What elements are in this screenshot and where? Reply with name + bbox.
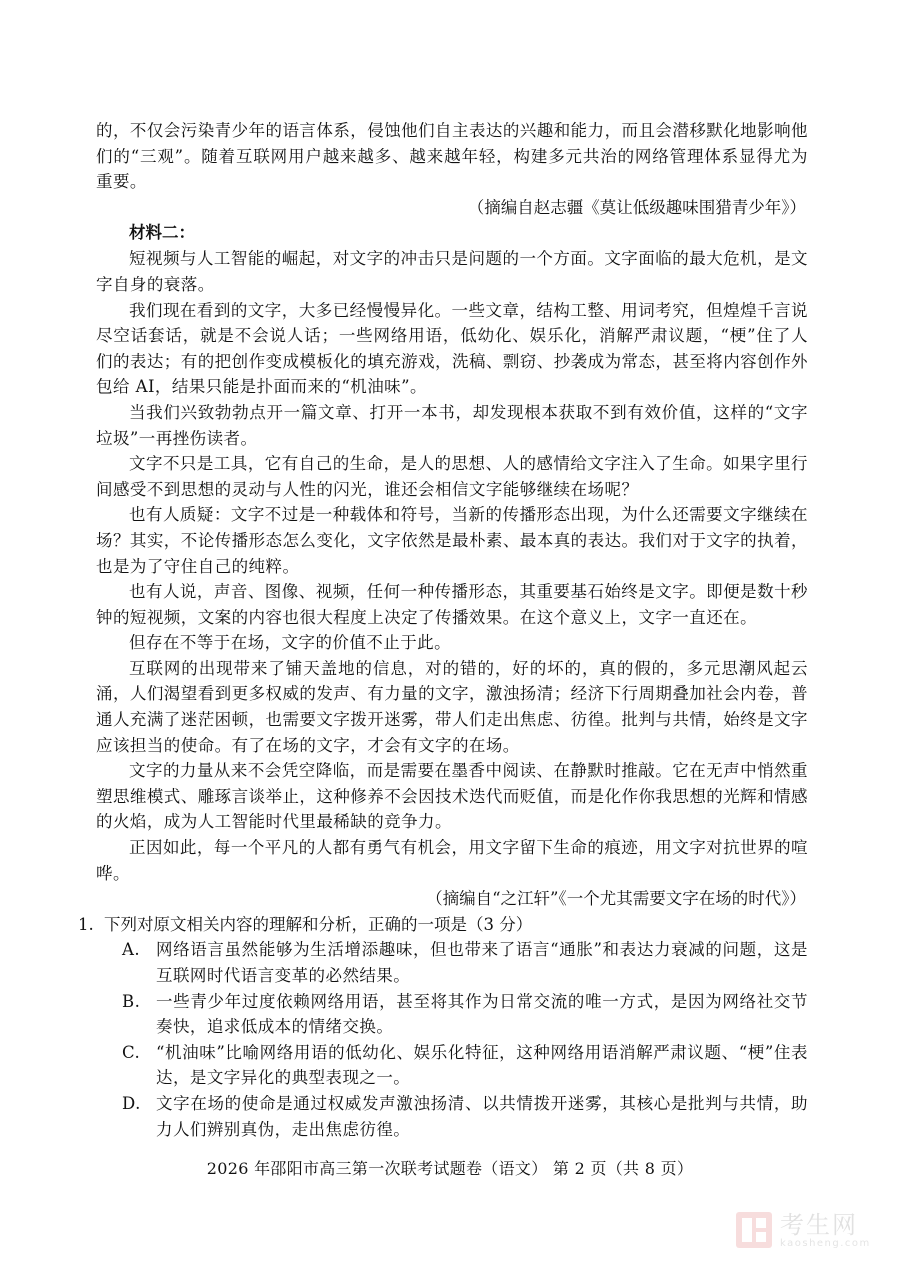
option-a — [96, 937, 808, 988]
option-text: 网络语言虽然能够为生活增添趣味，但也带来了语言“通胀”和表达力衰减的问题，这是互联网时代语言变革的必然结果。 — [156, 940, 808, 985]
option-d — [96, 1091, 808, 1142]
option-letter: C. — [122, 1042, 141, 1062]
option-letter: D. — [122, 1093, 141, 1113]
option-b — [96, 989, 808, 1040]
question-number: 1. — [78, 914, 94, 934]
material2-source: （摘编自“之江轩”《一个尤其需要文字在场的时代》） — [426, 889, 806, 909]
material2-paragraph: 正因如此，每一个平凡的人都有勇气有机会，用文字留下生命的痕迹，用文字对抗世界的喧哗。 — [96, 838, 808, 883]
material2-paragraph: 我们现在看到的文字，大多已经慢慢异化。一些文章，结构工整、用词考究，但煌煌千言说尽空话套话，就是不会说人话；一些网络用语，低幼化、娱乐化，消解严肃议题，“梗”住了人们的表达；有的把创作变成模板化的填充游戏，洗稿、剽窃、抄袭成为常态，甚至将内容创作外包给 AI，结果只能是扑面而来的“机油味”。 — [96, 300, 808, 397]
material2-paragraph: 文字不只是工具，它有自己的生命，是人的思想、人的感情给文字注入了生命。如果字里行间感受不到思想的灵动与人性的闪光，谁还会相信文字能够继续在场呢？ — [96, 454, 808, 499]
watermark-url: kaosheng.com — [780, 1237, 871, 1249]
material2-paragraph: 但存在不等于在场，文字的价值不止于此。 — [129, 633, 452, 653]
question-1 — [78, 912, 808, 938]
exam-page — [78, 118, 808, 1142]
material2-heading: 材料二： — [129, 223, 195, 243]
kaosheng-logo-icon — [734, 1210, 774, 1250]
watermark-name: 考生网 — [780, 1210, 858, 1239]
page-footer: 2026 年邵阳市高三第一次联考试题卷（语文） 第 2 页（共 8 页） — [206, 1159, 694, 1178]
material2-paragraph: 也有人说，声音、图像、视频，任何一种传播形态，其重要基石始终是文字。即便是数十秒钟的短视频，文案的内容也很大程度上决定了传播效果。在这个意义上，文字一直还在。 — [96, 582, 808, 627]
material1-tail-paragraph: 的，不仅会污染青少年的语言体系，侵蚀他们自主表达的兴趣和能力，而且会潜移默化地影响他们的“三观”。随着互联网用户越来越多、越来越年轻，构建多元共治的网络管理体系显得尤为重要。 — [96, 121, 808, 192]
material2-paragraph: 互联网的出现带来了铺天盖地的信息，对的错的，好的坏的，真的假的，多元思潮风起云涌，人们渴望看到更多权威的发声、有力量的文字，激浊扬清；经济下行周期叠加社会内卷，普通人充满了迷茫困顿，也需要文字拨开迷雾，带人们走出焦虑、彷徨。批判与共情，始终是文字应该担当的使命。有了在场的文字，才会有文字的在场。 — [96, 658, 808, 755]
option-c — [96, 1040, 808, 1091]
material1-source: （摘编自赵志疆《莫让低级趣味围猎青少年》） — [467, 197, 806, 217]
option-text: 一些青少年过度依赖网络用语，甚至将其作为日常交流的唯一方式，是因为网络社交节奏快，追求低成本的情绪交换。 — [156, 991, 808, 1037]
option-letter: B. — [122, 991, 141, 1011]
option-text: 文字在场的使命是通过权威发声激浊扬清、以共情拨开迷雾，其核心是批判与共情，助力人们辨别真伪，走出焦虑彷徨。 — [156, 1093, 808, 1139]
watermark — [734, 1204, 874, 1256]
option-letter: A. — [122, 940, 141, 960]
material2-paragraph: 当我们兴致勃勃点开一篇文章、打开一本书，却发现根本获取不到有效价值，这样的“文字垃圾”一再挫伤读者。 — [96, 402, 808, 448]
material2-paragraph: 文字的力量从来不会凭空降临，而是需要在墨香中阅读、在静默时推敲。它在无声中悄然重塑思维模式、雕琢言谈举止，这种修养不会因技术迭代而贬值，而是化作你我思想的光辉和情感的火焰，成为人工智能时代里最稀缺的竞争力。 — [96, 761, 808, 832]
material2-paragraph: 短视频与人工智能的崛起，对文字的冲击只是问题的一个方面。文字面临的最大危机，是文字自身的衰落。 — [96, 249, 808, 294]
material2-paragraph: 也有人质疑：文字不过是一种载体和符号，当新的传播形态出现，为什么还需要文字继续在场？其实，不论传播形态怎么变化，文字依然是最朴素、最本真的表达。我们对于文字的执着，也是为了守住自己的纯粹。 — [96, 505, 808, 576]
option-text: “机油味”比喻网络用语的低幼化、娱乐化特征，这种网络用语消解严肃议题、“梗”住表达，是文字异化的典型表现之一。 — [156, 1042, 808, 1088]
question-stem: 下列对原文相关内容的理解和分析，正确的一项是（3 分） — [104, 914, 533, 934]
